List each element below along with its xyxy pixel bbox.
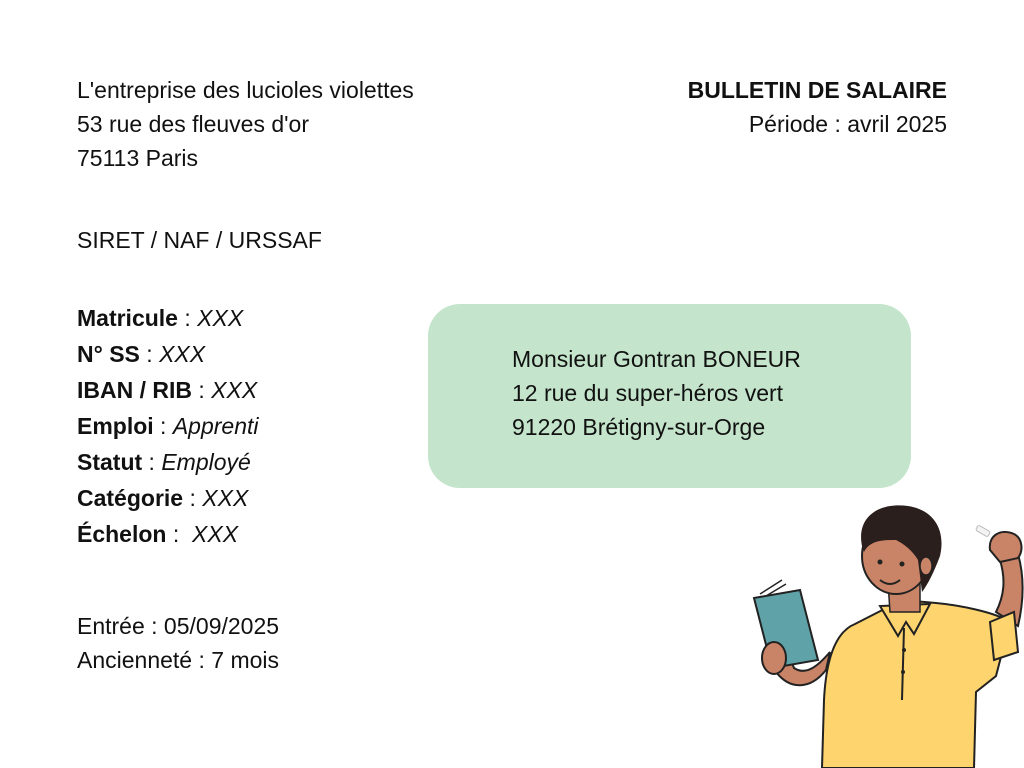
entry-date: Entrée : 05/09/2025	[77, 613, 280, 639]
field-matricule	[77, 300, 259, 336]
field-value: XXX	[202, 485, 249, 511]
employer-name: L'entreprise des lucioles violettes	[77, 77, 414, 103]
document-header	[688, 73, 947, 141]
recipient-city: 91220 Brétigny-sur-Orge	[512, 414, 766, 440]
field-value: XXX	[192, 521, 239, 547]
field-label: Catégorie	[77, 485, 184, 511]
chalk	[975, 525, 990, 537]
field-label: Matricule	[77, 305, 178, 331]
seniority: Ancienneté : 7 mois	[77, 647, 280, 673]
field-separator: :	[166, 521, 193, 547]
company-ids-text: SIRET / NAF / URSSAF	[77, 227, 322, 253]
employer-street: 53 rue des fleuves d'or	[77, 111, 309, 137]
field-separator: :	[192, 377, 212, 403]
field-label: N° SS	[77, 341, 140, 367]
field-value: Apprenti	[172, 413, 259, 439]
field-value: XXX	[197, 305, 244, 331]
man-reading-book-illustration	[740, 500, 1024, 768]
field-iban	[77, 372, 259, 408]
employee-fields	[77, 300, 259, 552]
book-hand	[762, 642, 786, 674]
eye	[900, 562, 905, 567]
recipient-address-box	[428, 304, 911, 488]
document-title: BULLETIN DE SALAIRE	[687, 77, 947, 103]
field-separator: :	[142, 449, 162, 475]
sleeve-right	[990, 612, 1018, 660]
field-social-security	[77, 336, 259, 372]
field-status	[77, 444, 259, 480]
field-label: Échelon	[77, 521, 167, 547]
employer-city: 75113 Paris	[77, 145, 199, 171]
pay-period: Période : avril 2025	[748, 111, 947, 137]
field-separator: :	[183, 485, 203, 511]
field-separator: :	[139, 341, 160, 367]
field-label: Emploi	[77, 413, 154, 439]
field-label: IBAN / RIB	[77, 377, 192, 403]
recipient-street: 12 rue du super-héros vert	[512, 380, 784, 406]
eye	[878, 560, 883, 565]
field-separator: :	[177, 305, 198, 331]
employer-block	[77, 73, 414, 175]
employment-dates	[77, 609, 279, 677]
field-value: XXX	[159, 341, 206, 367]
company-identifiers	[77, 223, 322, 257]
recipient-name: Monsieur Gontran BONEUR	[512, 346, 801, 372]
field-value: XXX	[211, 377, 258, 403]
field-category	[77, 480, 259, 516]
field-job	[77, 408, 259, 444]
field-separator: :	[153, 413, 173, 439]
field-value: Employé	[161, 449, 251, 475]
field-echelon	[77, 516, 259, 552]
raised-hand	[990, 532, 1022, 562]
field-label: Statut	[77, 449, 143, 475]
